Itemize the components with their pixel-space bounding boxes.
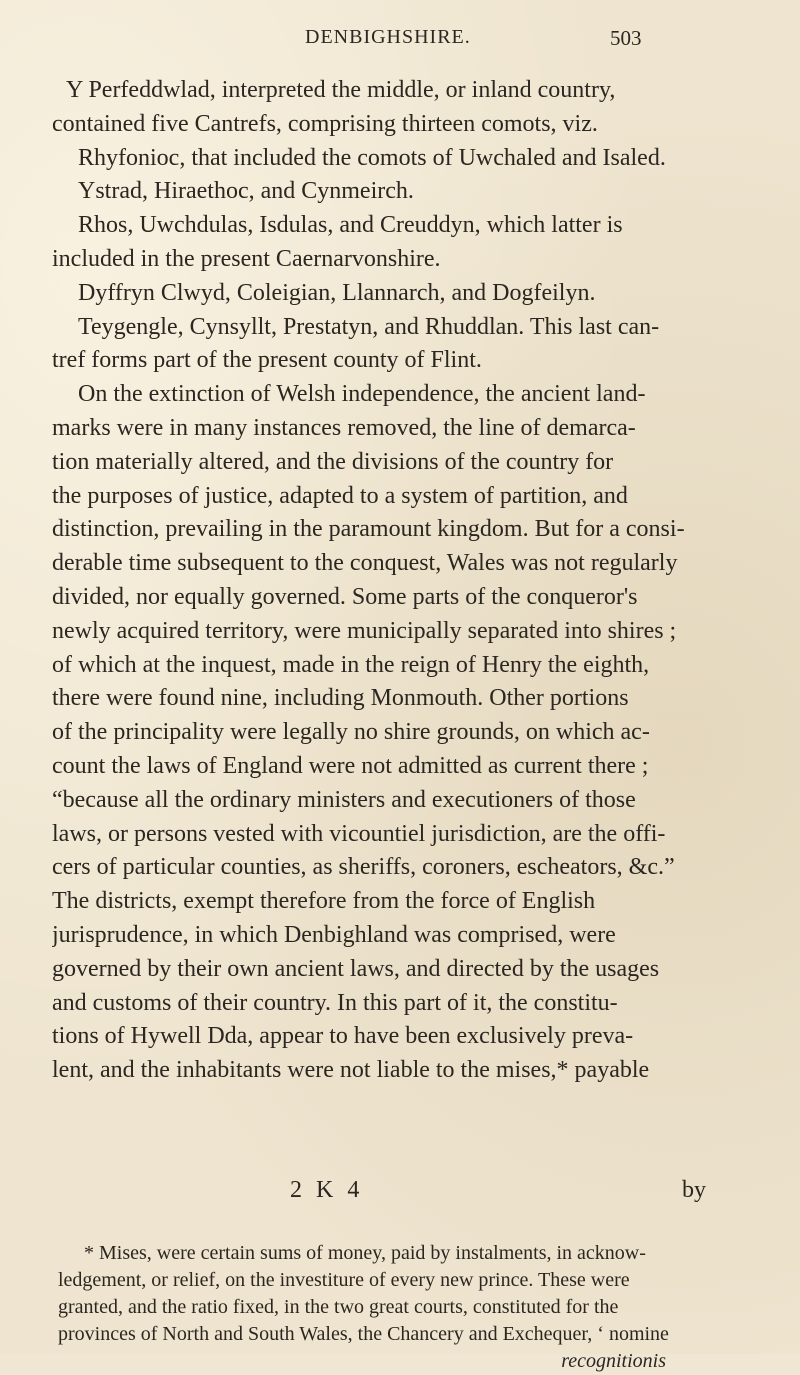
text-line: of the principality were legally no shire grounds, on which ac-: [52, 719, 650, 746]
page-number: 503: [610, 26, 642, 50]
footnotes: [58, 1240, 758, 1375]
text-line: jurisprudence, in which Denbighland was comprised, were: [52, 921, 616, 948]
text-line: laws, or persons vested with vicountiel jurisdiction, are the offi-: [52, 820, 666, 847]
text-line: derable time subsequent to the conquest, Wales was not regularly: [52, 550, 678, 577]
text-line: of which at the inquest, made in the reign of Henry the eighth,: [52, 651, 650, 678]
catchword: by: [682, 1177, 706, 1203]
text-line: On the extinction of Welsh independence, the ancient land-: [78, 381, 646, 408]
text-line: there were found nine, including Monmouth. Other portions: [52, 685, 629, 712]
text-line: count the laws of England were not admitted as current there ;: [52, 752, 649, 779]
footnote-line: ledgement, or relief, on the investiture of every new prince. These were: [58, 1269, 630, 1291]
text-line: Dyffryn Clwyd, Coleigian, Llannarch, and Dogfeilyn.: [78, 279, 596, 306]
text-line: tref forms part of the present county of Flint.: [52, 347, 482, 374]
signature-mark: 2 K 4: [290, 1177, 364, 1203]
text-line: divided, nor equally governed. Some parts of the conqueror's: [52, 583, 638, 610]
text-line: contained five Cantrefs, comprising thirteen comots, viz.: [52, 110, 598, 137]
footnote-line: * Mises, were certain sums of money, paid by instalments, in acknow-: [84, 1242, 646, 1264]
text-line: marks were in many instances removed, the line of demarca-: [52, 414, 636, 441]
text-line: tions of Hywell Dda, appear to have been exclusively preva-: [52, 1023, 634, 1050]
text-line: and customs of their country. In this part of it, the constitu-: [52, 989, 618, 1016]
text-line: governed by their own ancient laws, and directed by the usages: [52, 955, 660, 982]
text-line: Teygengle, Cynsyllt, Prestatyn, and Rhuddlan. This last can-: [78, 313, 660, 340]
text-line: tion materially altered, and the divisions of the country for: [52, 448, 614, 475]
text-line: newly acquired territory, were municipally separated into shires ;: [52, 617, 677, 644]
text-line: The districts, exempt therefore from the force of English: [52, 888, 596, 915]
footnote-line: provinces of North and South Wales, the Chancery and Exchequer, ‘ nomine: [58, 1323, 669, 1345]
body-text: [52, 74, 752, 1088]
text-line: Rhyfonioc, that included the comots of Uwchaled and Isaled.: [78, 144, 666, 171]
running-head: DENBIGHSHIRE.: [305, 26, 471, 48]
text-line: Y Perfeddwlad, interpreted the middle, or inland country,: [66, 77, 616, 103]
text-line: Ystrad, Hiraethoc, and Cynmeirch.: [78, 178, 414, 205]
text-line: lent, and the inhabitants were not liable to the mises,* payable: [52, 1057, 650, 1084]
footnote-line: granted, and the ratio fixed, in the two great courts, constituted for the: [58, 1296, 619, 1318]
footnote-line: recognitionis: [561, 1350, 666, 1372]
text-line: the purposes of justice, adapted to a system of partition, and: [52, 482, 628, 509]
text-line: included in the present Caernarvonshire.: [52, 245, 441, 272]
text-line: Rhos, Uwchdulas, Isdulas, and Creuddyn, which latter is: [78, 212, 623, 239]
text-line: “because all the ordinary ministers and executioners of those: [52, 786, 636, 813]
page-header: [0, 26, 800, 56]
text-line: distinction, prevailing in the paramount kingdom. But for a consi-: [52, 516, 685, 543]
text-line: cers of particular counties, as sheriffs, coroners, escheators, &c.”: [52, 854, 675, 881]
